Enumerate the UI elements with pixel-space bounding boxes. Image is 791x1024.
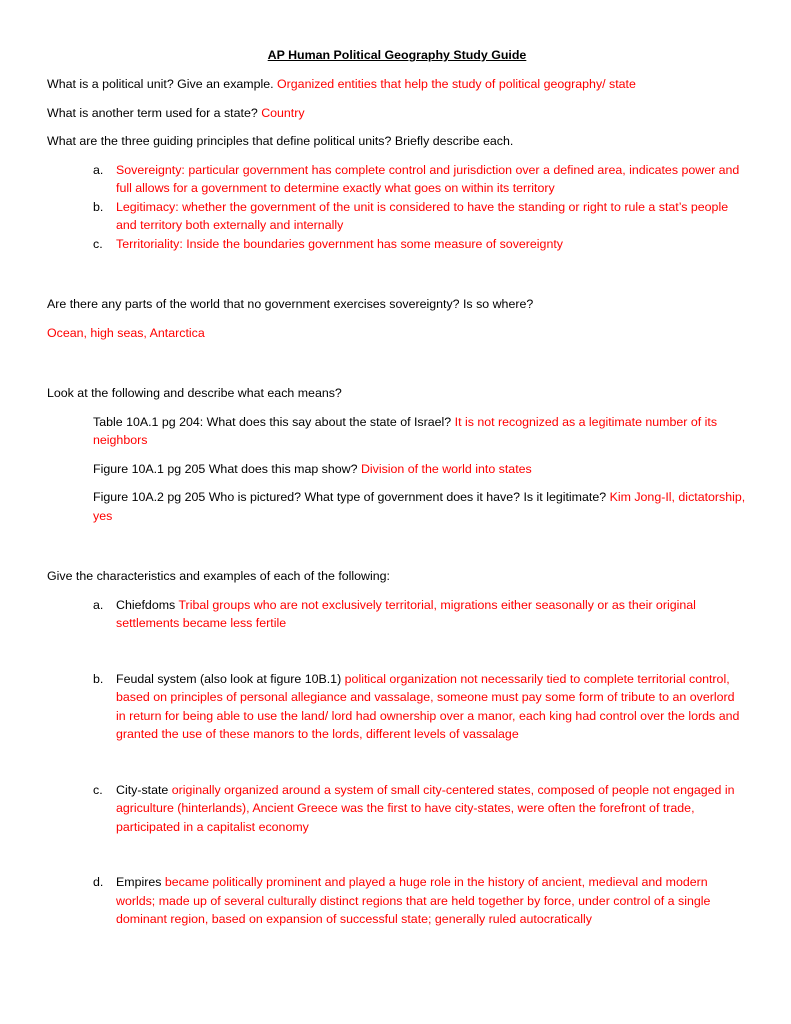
list-marker: d. <box>93 875 104 889</box>
answer-text: Territoriality: Inside the boundaries government has some measure of sovereignty <box>116 236 563 251</box>
list-marker: c. <box>93 236 103 251</box>
prompt-text: Figure 10A.2 pg 205 Who is pictured? What type of government does it have? Is it legitimate? <box>93 490 610 504</box>
answer-text: Legitimacy: whether the government of the unit is considered to have the standing or right to rule a stat’s people and territory both externally and internally <box>116 199 729 232</box>
list-item-territoriality <box>47 235 747 254</box>
answer-text: became politically prominent and played a huge role in the history of ancient, medieval and modern worlds; made up of several culturally distinct regions that are held together by force, under control of a single dominant region, based on expansion of successful state; generally ruled autocratically <box>116 875 711 926</box>
question-text: What is another term used for a state? <box>47 105 262 120</box>
question-text: What is a political unit? Give an example. <box>47 77 278 91</box>
term-text: Chiefdoms <box>116 597 179 612</box>
study-guide-page <box>47 46 747 929</box>
term-text: Feudal system (also look at figure 10B.1) <box>116 671 345 686</box>
sub-question-figure-10a1 <box>47 460 747 479</box>
list-marker: b. <box>93 199 104 214</box>
question-guiding-principles: What are the three guiding principles that define political units? Briefly describe each. <box>47 134 514 148</box>
answer-text: Sovereignty: particular government has complete control and jurisdiction over a defined area, indicates power and full allows for a government to determine exactly what goes on within its territory <box>116 162 740 195</box>
answer-text: Organized entities that help the study of political geography/ state <box>277 77 636 91</box>
list-item-sovereignty <box>47 161 747 198</box>
answer-text: Tribal groups who are not exclusively territorial, migrations either seasonally or as their original settlements became less fertile <box>116 597 696 630</box>
question-state-term <box>47 104 747 123</box>
list-item-legitimacy <box>47 198 747 235</box>
term-text: City-state <box>116 782 172 797</box>
characteristics-list <box>47 596 747 929</box>
principles-list <box>47 161 747 254</box>
answer-text: originally organized around a system of small city-centered states, composed of people not engaged in agriculture (hinterlands), Ancient Greece was the first to have city-states, were often the forefront of trade, participated in a capitalist economy <box>116 782 735 834</box>
document-title: AP Human Political Geography Study Guide <box>267 48 527 62</box>
list-marker: b. <box>93 671 104 686</box>
list-item-city-state <box>47 781 747 837</box>
list-item-feudal-system <box>47 670 747 744</box>
list-marker: a. <box>93 597 104 612</box>
term-text: Empires <box>116 875 165 889</box>
answer-text: political organization not necessarily tied to complete territorial control, based on principles of personal allegiance and vassalage, someone must pay some form of tribute to an overlord in return for being able to use the land/ lord had ownership over a manor, each king had control over the lords and granted the use of these manors to the lords, different levels of vassalage <box>116 671 740 741</box>
sub-question-table-10a1 <box>47 413 747 450</box>
list-item-empires <box>47 873 747 929</box>
sub-question-figure-10a2 <box>47 488 747 525</box>
list-item-chiefdoms <box>47 596 747 633</box>
list-marker: c. <box>93 782 103 797</box>
answer-text: Kim Jong-Il, dictatorship, yes <box>93 490 746 523</box>
question-no-sovereignty: Are there any parts of the world that no government exercises sovereignty? Is so where? <box>47 297 534 311</box>
answer-text: It is not recognized as a legitimate number of its neighbors <box>93 414 718 447</box>
question-political-unit <box>47 75 747 94</box>
question-look-describe: Look at the following and describe what each means? <box>47 386 342 400</box>
prompt-text: Figure 10A.1 pg 205 What does this map show? <box>93 461 361 476</box>
answer-text: Country <box>261 105 305 120</box>
answer-no-sovereignty: Ocean, high seas, Antarctica <box>47 325 205 340</box>
list-marker: a. <box>93 162 104 177</box>
question-characteristics: Give the characteristics and examples of each of the following: <box>47 569 390 583</box>
answer-text: Division of the world into states <box>360 461 532 476</box>
prompt-text: Table 10A.1 pg 204: What does this say about the state of Israel? <box>93 414 455 429</box>
